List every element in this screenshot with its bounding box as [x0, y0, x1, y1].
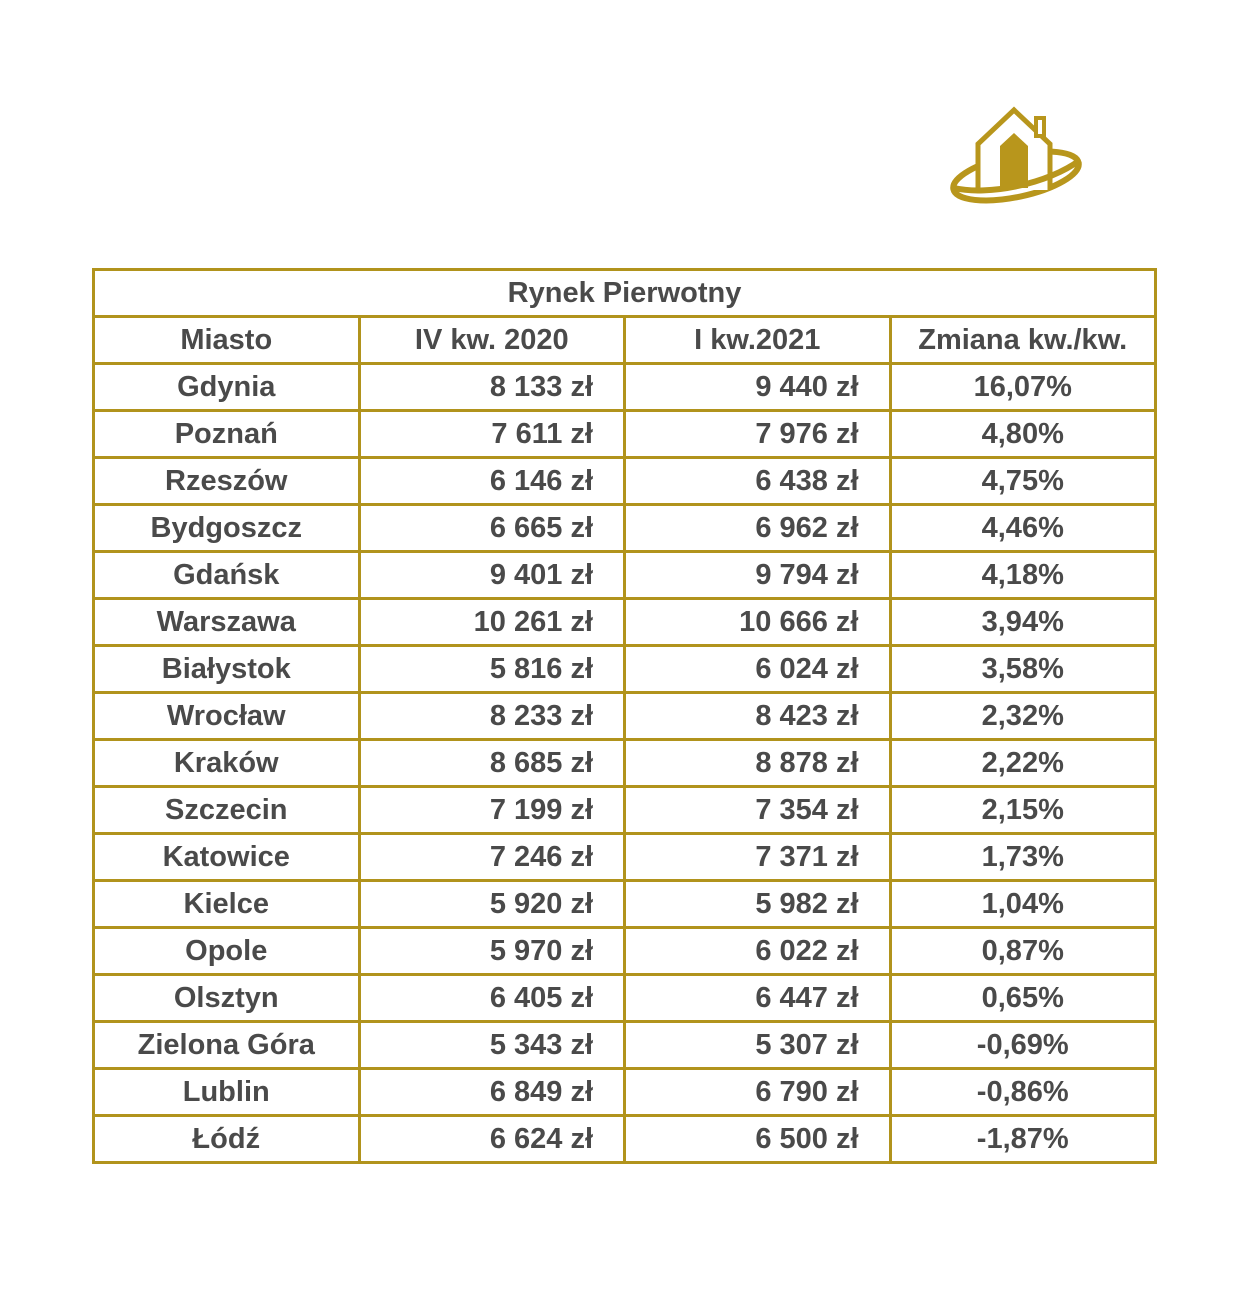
table-row	[94, 1022, 1156, 1069]
change-cell: 2,15%	[890, 787, 1156, 834]
table-row	[94, 458, 1156, 505]
change-cell: 3,94%	[890, 599, 1156, 646]
city-cell: Kraków	[94, 740, 360, 787]
city-cell: Wrocław	[94, 693, 360, 740]
change-cell: 2,32%	[890, 693, 1156, 740]
change-cell: 0,65%	[890, 975, 1156, 1022]
table-row	[94, 505, 1156, 552]
q1-2021-price-cell: 6 024 zł	[625, 646, 891, 693]
q4-2020-price-cell: 5 970 zł	[359, 928, 625, 975]
column-header-q4-2020: IV kw. 2020	[359, 317, 625, 364]
q4-2020-price-cell: 5 343 zł	[359, 1022, 625, 1069]
table-row	[94, 1069, 1156, 1116]
change-cell: 4,46%	[890, 505, 1156, 552]
house-ring-icon	[948, 104, 1088, 208]
city-cell: Gdańsk	[94, 552, 360, 599]
table-row	[94, 552, 1156, 599]
q4-2020-price-cell: 7 199 zł	[359, 787, 625, 834]
table-row	[94, 834, 1156, 881]
q4-2020-price-cell: 10 261 zł	[359, 599, 625, 646]
city-cell: Warszawa	[94, 599, 360, 646]
q1-2021-price-cell: 5 982 zł	[625, 881, 891, 928]
table-row	[94, 1116, 1156, 1163]
q1-2021-price-cell: 8 423 zł	[625, 693, 891, 740]
q1-2021-price-cell: 6 500 zł	[625, 1116, 891, 1163]
q1-2021-price-cell: 7 354 zł	[625, 787, 891, 834]
q1-2021-price-cell: 5 307 zł	[625, 1022, 891, 1069]
table-row	[94, 881, 1156, 928]
table-row	[94, 975, 1156, 1022]
q4-2020-price-cell: 7 246 zł	[359, 834, 625, 881]
city-cell: Opole	[94, 928, 360, 975]
q1-2021-price-cell: 9 794 zł	[625, 552, 891, 599]
change-cell: 1,73%	[890, 834, 1156, 881]
city-cell: Olsztyn	[94, 975, 360, 1022]
city-cell: Katowice	[94, 834, 360, 881]
city-cell: Szczecin	[94, 787, 360, 834]
change-cell: 4,18%	[890, 552, 1156, 599]
market-price-table	[92, 268, 1157, 1164]
q4-2020-price-cell: 6 405 zł	[359, 975, 625, 1022]
table-row	[94, 740, 1156, 787]
city-cell: Łódź	[94, 1116, 360, 1163]
change-cell: 0,87%	[890, 928, 1156, 975]
q1-2021-price-cell: 6 447 zł	[625, 975, 891, 1022]
table-header-row	[94, 317, 1156, 364]
change-cell: -1,87%	[890, 1116, 1156, 1163]
table-title-row	[94, 270, 1156, 317]
table-row	[94, 599, 1156, 646]
q1-2021-price-cell: 10 666 zł	[625, 599, 891, 646]
column-header-change: Zmiana kw./kw.	[890, 317, 1156, 364]
q4-2020-price-cell: 6 665 zł	[359, 505, 625, 552]
q1-2021-price-cell: 7 371 zł	[625, 834, 891, 881]
q1-2021-price-cell: 7 976 zł	[625, 411, 891, 458]
q1-2021-price-cell: 6 022 zł	[625, 928, 891, 975]
q4-2020-price-cell: 8 685 zł	[359, 740, 625, 787]
house-ring-logo	[948, 104, 1088, 208]
city-cell: Rzeszów	[94, 458, 360, 505]
q4-2020-price-cell: 8 133 zł	[359, 364, 625, 411]
q1-2021-price-cell: 6 438 zł	[625, 458, 891, 505]
change-cell: 16,07%	[890, 364, 1156, 411]
table-row	[94, 693, 1156, 740]
city-cell: Zielona Góra	[94, 1022, 360, 1069]
change-cell: 3,58%	[890, 646, 1156, 693]
table-title: Rynek Pierwotny	[94, 270, 1156, 317]
q1-2021-price-cell: 9 440 zł	[625, 364, 891, 411]
table-row	[94, 364, 1156, 411]
change-cell: -0,86%	[890, 1069, 1156, 1116]
table-row	[94, 787, 1156, 834]
change-cell: 2,22%	[890, 740, 1156, 787]
city-cell: Poznań	[94, 411, 360, 458]
q4-2020-price-cell: 6 146 zł	[359, 458, 625, 505]
city-cell: Kielce	[94, 881, 360, 928]
q4-2020-price-cell: 8 233 zł	[359, 693, 625, 740]
table-row	[94, 646, 1156, 693]
q1-2021-price-cell: 8 878 zł	[625, 740, 891, 787]
q4-2020-price-cell: 5 816 zł	[359, 646, 625, 693]
table-row	[94, 928, 1156, 975]
city-cell: Białystok	[94, 646, 360, 693]
table-row	[94, 411, 1156, 458]
change-cell: 4,75%	[890, 458, 1156, 505]
city-cell: Bydgoszcz	[94, 505, 360, 552]
city-cell: Lublin	[94, 1069, 360, 1116]
column-header-q1-2021: I kw.2021	[625, 317, 891, 364]
q4-2020-price-cell: 7 611 zł	[359, 411, 625, 458]
q4-2020-price-cell: 5 920 zł	[359, 881, 625, 928]
change-cell: 4,80%	[890, 411, 1156, 458]
q4-2020-price-cell: 6 849 zł	[359, 1069, 625, 1116]
change-cell: 1,04%	[890, 881, 1156, 928]
city-cell: Gdynia	[94, 364, 360, 411]
q1-2021-price-cell: 6 790 zł	[625, 1069, 891, 1116]
q4-2020-price-cell: 9 401 zł	[359, 552, 625, 599]
q4-2020-price-cell: 6 624 zł	[359, 1116, 625, 1163]
q1-2021-price-cell: 6 962 zł	[625, 505, 891, 552]
column-header-city: Miasto	[94, 317, 360, 364]
table-body	[94, 364, 1156, 1163]
change-cell: -0,69%	[890, 1022, 1156, 1069]
